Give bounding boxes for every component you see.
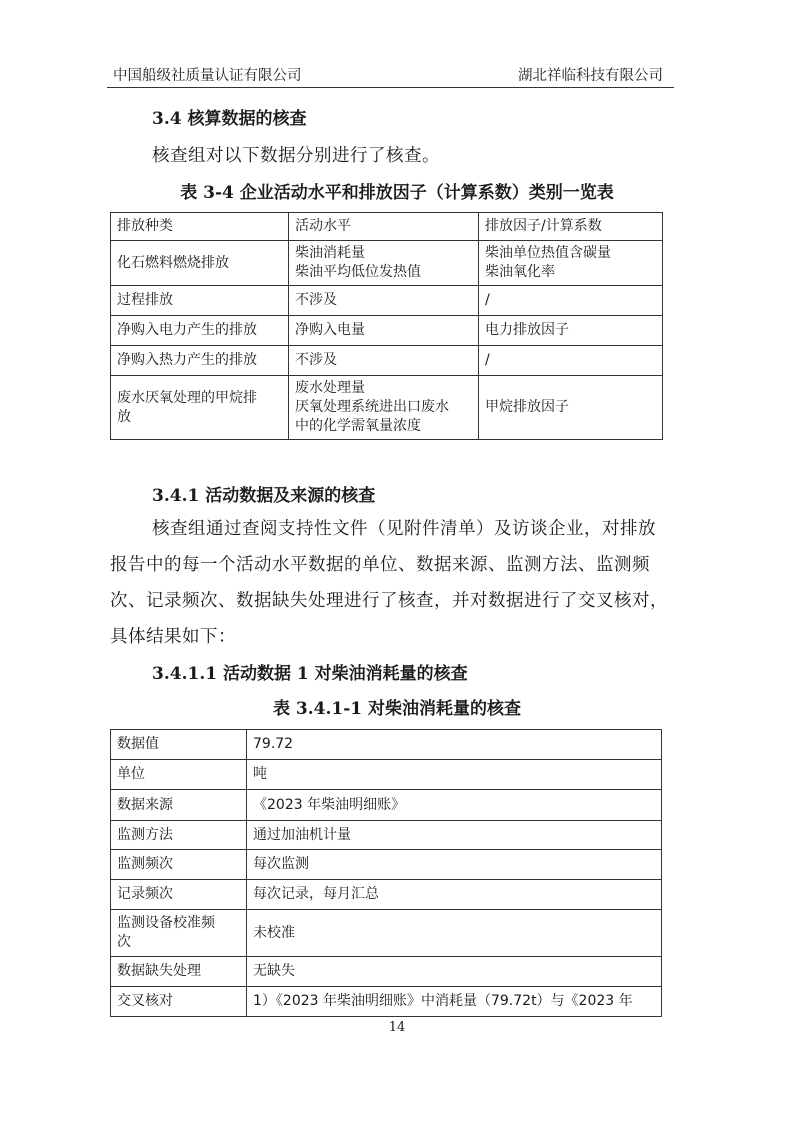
activity-line: 厌氧处理系统进出口废水 xyxy=(295,399,449,415)
row-key-cell: 监测方法 xyxy=(111,821,247,850)
emission-type-cell: 化石燃料燃烧排放 xyxy=(111,241,289,286)
row-value-cell: 79.72 xyxy=(247,730,662,760)
row-value-cell: 吨 xyxy=(247,760,662,790)
row-key-cell: 数据来源 xyxy=(111,790,247,821)
row-key-cell: 数据缺失处理 xyxy=(111,957,247,987)
row-value-cell: 每次记录，每月汇总 xyxy=(247,880,662,910)
factor-cell: / xyxy=(479,346,663,376)
row-key-cell xyxy=(111,910,247,957)
table-header-cell: 排放因子/计算系数 xyxy=(479,213,663,241)
row-key-line: 监测设备校准频 xyxy=(117,915,215,931)
row-key-cell: 记录频次 xyxy=(111,880,247,910)
emission-type-cell: 过程排放 xyxy=(111,286,289,316)
table-row xyxy=(111,821,662,850)
row-key-cell: 交叉核对 xyxy=(111,987,247,1017)
table-3-4-1-1 xyxy=(110,729,662,1017)
emission-type-line: 废水厌氧处理的甲烷排 xyxy=(117,389,257,406)
section-heading-3-4-1: 3.4.1 活动数据及来源的核查 xyxy=(152,486,376,506)
row-key-line: 次 xyxy=(117,934,131,950)
activity-cell xyxy=(289,241,479,286)
table-header-row xyxy=(111,213,663,241)
header-left: 中国船级社质量认证有限公司 xyxy=(113,68,302,84)
emission-type-line: 放 xyxy=(117,408,131,425)
activity-cell xyxy=(289,376,479,440)
table-row xyxy=(111,880,662,910)
factor-line: 柴油氧化率 xyxy=(485,264,555,280)
row-value-cell: 通过加油机计量 xyxy=(247,821,662,850)
table-3-4 xyxy=(110,212,663,440)
table-header-cell: 活动水平 xyxy=(289,213,479,241)
page-number: 14 xyxy=(388,1020,406,1035)
factor-cell: 电力排放因子 xyxy=(479,316,663,346)
table-row xyxy=(111,850,662,880)
factor-cell: 甲烷排放因子 xyxy=(479,376,663,440)
row-key-cell: 监测频次 xyxy=(111,850,247,880)
factor-cell: / xyxy=(479,286,663,316)
row-value-cell: 《2023 年柴油明细账》 xyxy=(247,790,662,821)
section-heading-3-4-1-1: 3.4.1.1 活动数据 1 对柴油消耗量的核查 xyxy=(152,664,468,684)
section-heading-3-4: 3.4 核算数据的核查 xyxy=(152,109,307,129)
table-row xyxy=(111,957,662,987)
header-divider xyxy=(107,87,674,88)
body-paragraph-line: 报告中的每一个活动水平数据的单位、数据来源、监测方法、监测频 xyxy=(110,555,650,575)
activity-cell: 不涉及 xyxy=(289,286,479,316)
emission-type-cell: 净购入热力产生的排放 xyxy=(111,346,289,376)
table-row xyxy=(111,376,663,440)
factor-cell xyxy=(479,241,663,286)
row-value-cell: 未校准 xyxy=(247,910,662,957)
body-paragraph-line: 核查组通过查阅支持性文件（见附件清单）及访谈企业，对排放 xyxy=(152,519,656,539)
emission-type-cell: 净购入电力产生的排放 xyxy=(111,316,289,346)
table-3-4-1-1-caption: 表 3.4.1-1 对柴油消耗量的核查 xyxy=(272,699,522,719)
activity-line: 中的化学需氧量浓度 xyxy=(295,418,421,434)
table-row xyxy=(111,241,663,286)
factor-line: 柴油单位热值含碳量 xyxy=(485,245,611,261)
table-row xyxy=(111,316,663,346)
table-row xyxy=(111,730,662,760)
table-row xyxy=(111,790,662,821)
row-value-cell: 1）《2023 年柴油明细账》中消耗量（79.72t）与《2023 年 xyxy=(247,987,662,1017)
activity-cell: 不涉及 xyxy=(289,346,479,376)
activity-line: 柴油平均低位发热值 xyxy=(295,264,421,280)
section-intro: 核查组对以下数据分别进行了核查。 xyxy=(152,146,440,166)
table-3-4-caption: 表 3-4 企业活动水平和排放因子（计算系数）类别一览表 xyxy=(180,183,614,203)
activity-line: 废水处理量 xyxy=(295,380,365,396)
table-row xyxy=(111,910,662,957)
header-right: 湖北祥临科技有限公司 xyxy=(518,68,663,84)
table-row xyxy=(111,987,662,1017)
row-key-cell: 数据值 xyxy=(111,730,247,760)
row-value-cell: 无缺失 xyxy=(247,957,662,987)
row-value-cell: 每次监测 xyxy=(247,850,662,880)
activity-cell: 净购入电量 xyxy=(289,316,479,346)
activity-line: 柴油消耗量 xyxy=(295,245,365,261)
row-key-cell: 单位 xyxy=(111,760,247,790)
table-row xyxy=(111,760,662,790)
table-row xyxy=(111,346,663,376)
table-header-cell: 排放种类 xyxy=(111,213,289,241)
emission-type-cell xyxy=(111,376,289,440)
body-paragraph-line: 次、记录频次、数据缺失处理进行了核查，并对数据进行了交叉核对， xyxy=(110,591,668,611)
body-paragraph-line: 具体结果如下： xyxy=(110,627,236,647)
table-row xyxy=(111,286,663,316)
